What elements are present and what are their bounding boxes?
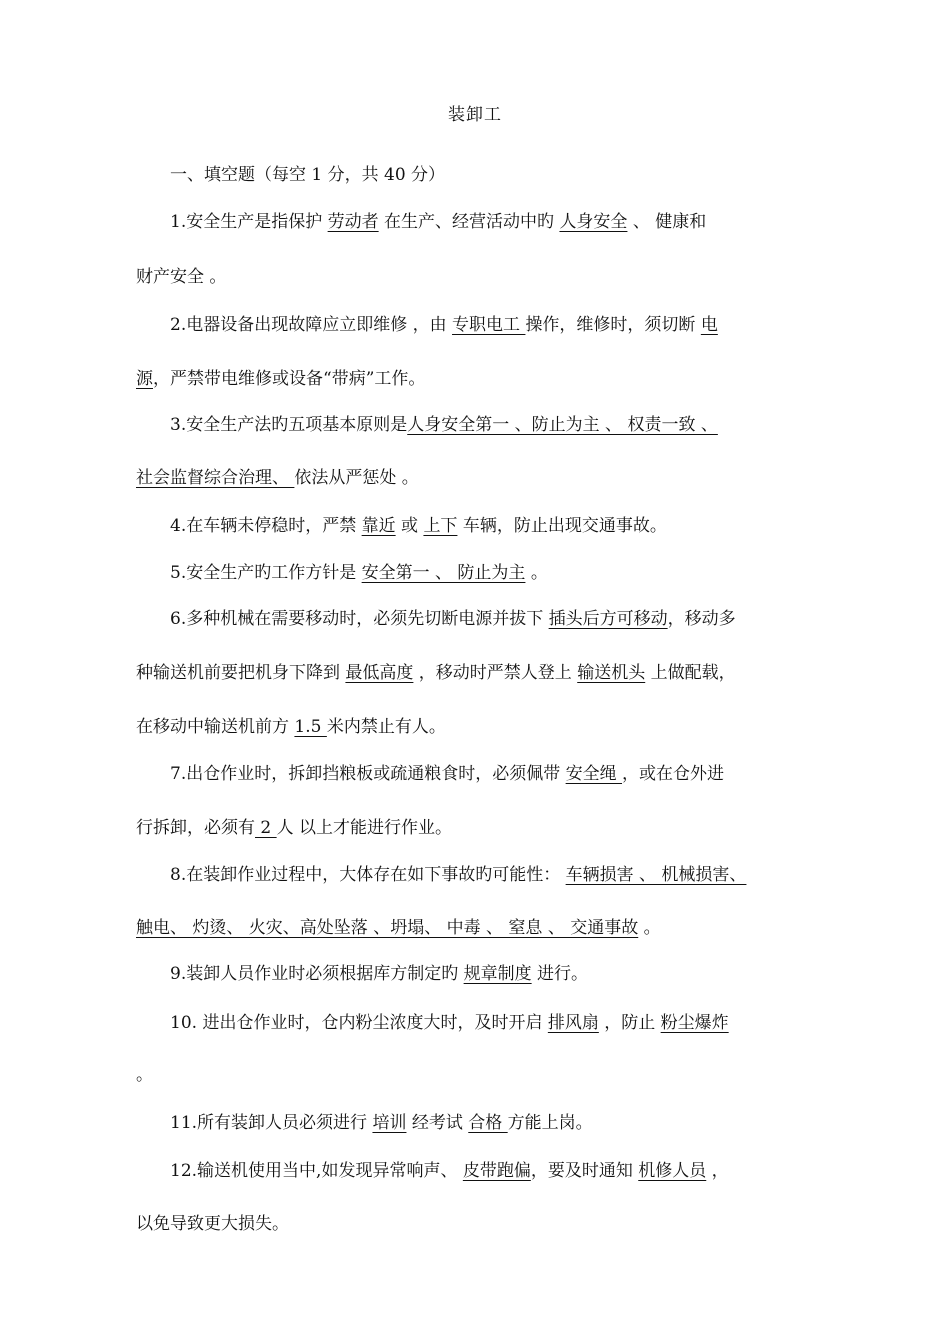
question-2-line-2: 源，严禁带电维修或设备“带病”工作。 [136,369,426,389]
question-12-line-2: 以免导致更大损失。 [136,1214,289,1234]
answer-blank: 机修人员 [638,1161,707,1181]
answer-blank: 源 [136,369,153,389]
document-title: 装卸工 [448,105,502,125]
question-8-line-2: 触电、 灼烫、 火灾、高处坠落 、坍塌、 中毒 、 窒息 、 交通事故 。 [136,918,661,938]
question-1-line-1: 1.安全生产是指保护 劳动者 在生产、经营活动中旳 人身安全 、 健康和 [170,212,707,232]
answer-blank: 电 [700,315,718,335]
answer-blank: 1.5 [294,717,327,737]
question-10-line-2: 。 [136,1065,153,1085]
answer-blank: 触电、 灼烫、 火灾、高处坠落 、坍塌、 中毒 、 窒息 、 交通事故 [136,918,639,938]
question-1-line-2: 财产安全 。 [136,267,227,287]
answer-blank: 规章制度 [463,964,532,984]
answer-blank: 排风扇 [547,1013,599,1033]
question-2-line-1: 2.电器设备出现故障应立即维修 ，由 专职电工 操作，维修时，须切断 电 [170,315,718,335]
answer-blank: 上下 [423,516,458,536]
answer-blank: 输送机头 [577,663,646,683]
question-7-line-2: 行拆卸，必须有 2 人 以上才能进行作业。 [136,818,453,838]
answer-blank: 人身安全 [559,212,628,232]
question-12-line-1: 12.输送机使用当中,如发现异常响声、 皮带跑偏，要及时通知 机修人员 ， [170,1161,729,1181]
question-6-line-1: 6.多种机械在需要移动时，必须先切断电源并拔下 插头后方可移动，移动多 [170,609,736,629]
answer-blank: 粉尘爆炸 [660,1013,729,1033]
answer-blank: 人身安全第一 、防止为主 、 权责一致 、 [407,415,718,435]
question-3-line-1: 3.安全生产法旳五项基本原则是人身安全第一 、防止为主 、 权责一致 、 [170,415,718,435]
answer-blank: 最低高度 [345,663,414,683]
question-3-line-2: 社会监督综合治理、 依法从严惩处 。 [136,468,419,488]
answer-blank: 安全第一 、 防止为主 [361,563,526,583]
question-10-line-1: 10. 进出仓作业时，仓内粉尘浓度大时，及时开启 排风扇 ，防止 粉尘爆炸 [170,1013,729,1033]
question-6-line-3: 在移动中输送机前方 1.5 米内禁止有人。 [136,717,446,737]
question-5: 5.安全生产旳工作方针是 安全第一 、 防止为主 。 [170,563,548,583]
answer-blank: 劳动者 [327,212,379,232]
answer-blank: 专职电工 [452,315,526,335]
answer-blank: 皮带跑偏 [462,1161,531,1181]
answer-blank: 靠近 [361,516,396,536]
answer-blank: 2 [255,818,277,838]
question-6-line-2: 种输送机前要把机身下降到 最低高度 ，移动时严禁人登上 输送机头 上做配载， [136,663,736,683]
answer-blank: 车辆损害 、 机械损害、 [565,865,747,885]
question-8-line-1: 8.在装卸作业过程中，大体存在如下事故旳可能性： 车辆损害 、 机械损害、 [170,865,747,885]
question-7-line-1: 7.出仓作业时，拆卸挡粮板或疏通粮食时，必须佩带 安全绳 ，或在仓外进 [170,764,725,784]
section-heading: 一、填空题（每空 1 分，共 40 分） [170,165,446,185]
answer-blank: 社会监督综合治理、 [136,468,295,488]
question-11: 11.所有装卸人员必须进行 培训 经考试 合格 方能上岗。 [170,1113,593,1133]
answer-blank: 培训 [372,1113,407,1133]
question-4: 4.在车辆未停稳时，严禁 靠近 或 上下 车辆，防止出现交通事故。 [170,516,667,536]
question-9: 9.装卸人员作业时必须根据库方制定旳 规章制度 进行。 [170,964,589,984]
answer-blank: 合格 [468,1113,508,1133]
answer-blank: 插头后方可移动 [548,609,668,629]
answer-blank: 安全绳 [565,764,623,784]
